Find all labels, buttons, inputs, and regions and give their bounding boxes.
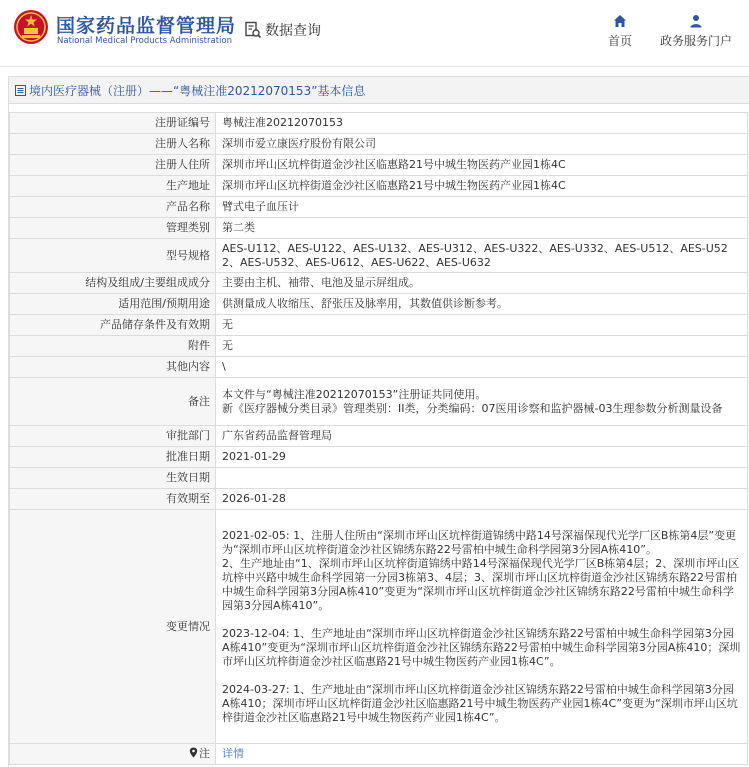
remark-line: 新《医疗器械分类目录》管理类别：II类，分类编码：07医用诊察和监护器械-03生理参数分析测量设备 [222,401,723,415]
row-value: 无 [216,336,748,357]
row-label: 有效期至 [10,489,216,510]
table-row [10,176,748,197]
table-row [10,155,748,176]
remark-line: 本文件与“粤械注准20212070153”注册证共同使用。 [222,387,487,401]
row-label: 适用范围/预期用途 [10,294,216,315]
row-label: 附件 [10,336,216,357]
row-value: 深圳市爱立康医疗股份有限公司 [216,134,748,155]
row-value: AES-U112、AES-U122、AES-U132、AES-U312、AES-U322、AES-U332、AES-U512、AES-U522、AES-U532、AES-U612、AES-U622、AES-U632 [216,239,748,273]
table-row [10,294,748,315]
user-icon [689,14,703,28]
table-row [10,336,748,357]
table-row [10,273,748,294]
nav-home[interactable] [604,14,636,49]
row-label: 备注 [10,378,216,426]
table-row [10,315,748,336]
table-row [10,357,748,378]
change-entry: 2、生产地址由“1、深圳市坪山区坑梓街道锦绣中路14号深福保现代光学厂区B栋第4层；2、深圳市坪山区坑梓中兴路中城生命科学园第一分园3栋第3、4层；3、深圳市坪山区坑梓街道金沙社区锦绣东路22号雷柏中城生命科学园第3分园A栋410”变更为“深圳市坪山区坑梓街道金沙社区锦绣东路22号雷柏中城生命科学园第3分园A栋410”。 [222,556,740,612]
national-emblem-icon [13,9,49,45]
row-value: 主要由主机、袖带、电池及显示屏组成。 [216,273,748,294]
row-label: 生产地址 [10,176,216,197]
header-divider [0,66,749,67]
table-row [10,378,748,426]
home-icon [613,14,627,28]
row-label: 生效日期 [10,468,216,489]
change-history [216,510,748,744]
row-value: \ [216,357,748,378]
row-label: 其他内容 [10,357,216,378]
table-row [10,113,748,134]
document-search-icon [244,21,262,39]
row-value: 广东省药品监督管理局 [216,426,748,447]
site-title-en[interactable]: National Medical Products Administration [57,36,232,46]
table-row [10,426,748,447]
nav-home-label: 首页 [607,34,632,48]
row-value: 2021-01-29 [216,447,748,468]
note-label-cell [10,744,216,765]
row-label: 注册证编号 [10,113,216,134]
table-row [10,447,748,468]
list-icon [15,85,26,96]
data-query-label: 数据查询 [265,23,321,39]
row-value: 深圳市坪山区坑梓街道金沙社区临惠路21号中城生物医药产业园1栋4C [216,176,748,197]
table-row [10,510,748,744]
site-title-cn[interactable]: 国家药品监督管理局 [56,15,237,37]
row-label: 型号规格 [10,239,216,273]
row-value: 粤械注准20212070153 [216,113,748,134]
row-label: 变更情况 [10,510,216,744]
note-label: 注 [199,747,210,760]
table-row [10,489,748,510]
row-label: 注册人名称 [10,134,216,155]
row-value: 无 [216,315,748,336]
row-value [216,744,748,765]
row-label: 产品储存条件及有效期 [10,315,216,336]
device-info-table [9,112,748,765]
breadcrumb-text: 境内医疗器械（注册）——“粤械注准20212070153”基本信息 [29,83,366,98]
table-row [10,744,748,765]
data-query-link[interactable] [244,20,321,40]
row-label: 批准日期 [10,447,216,468]
table-row [10,468,748,489]
row-value: 第二类 [216,218,748,239]
row-value: 供测量成人收缩压、舒张压及脉率用，其数值供诊断参考。 [216,294,748,315]
change-entry: 2021-02-05: 1、注册人住所由“深圳市坪山区坑梓街道锦绣中路14号深福保现代光学厂区B栋第4层”变更为“深圳市坪山区坑梓街道金沙社区锦绣东路22号雷柏中城生命科学园第3分园A栋410”。 [222,528,737,556]
table-row [10,239,748,273]
location-pin-icon [189,747,198,758]
table-row [10,218,748,239]
breadcrumb [9,77,749,104]
row-value: 深圳市坪山区坑梓街道金沙社区临惠路21号中城生物医药产业园1栋4C [216,155,748,176]
row-label: 审批部门 [10,426,216,447]
site-header [0,0,749,68]
table-row [10,134,748,155]
row-label: 管理类别 [10,218,216,239]
details-link[interactable]: 详情 [222,747,244,760]
row-value [216,468,748,489]
nav-portal-label: 政务服务门户 [659,34,732,48]
row-label: 结构及组成/主要组成成分 [10,273,216,294]
change-entry: 2024-03-27: 1、生产地址由“深圳市坪山区坑梓街道金沙社区锦绣东路22号雷柏中城生命科学园第3分园A栋410；深圳市坪山区坑梓街道金沙社区临惠路21号中城生物医药产业园1栋4C”变更为“深圳市坪山区坑梓街道金沙社区临惠路21号中城生物医药产业园1栋4C”。 [222,682,738,724]
change-entry: 2023-12-04: 1、生产地址由“深圳市坪山区坑梓街道金沙社区锦绣东路22号雷柏中城生命科学园第3分园A栋410”变更为“深圳市坪山区坑梓街道金沙社区锦绣东路22号雷柏中城生命科学园第3分园A栋410；深圳市坪山区坑梓街道金沙社区临惠路21号中城生物医药产业园1栋4C”。 [222,626,741,668]
nav-service-portal[interactable] [656,14,736,49]
row-label: 产品名称 [10,197,216,218]
table-row [10,197,748,218]
row-value: 2026-01-28 [216,489,748,510]
row-value: 臂式电子血压计 [216,197,748,218]
row-value [216,378,748,426]
row-label: 注册人住所 [10,155,216,176]
